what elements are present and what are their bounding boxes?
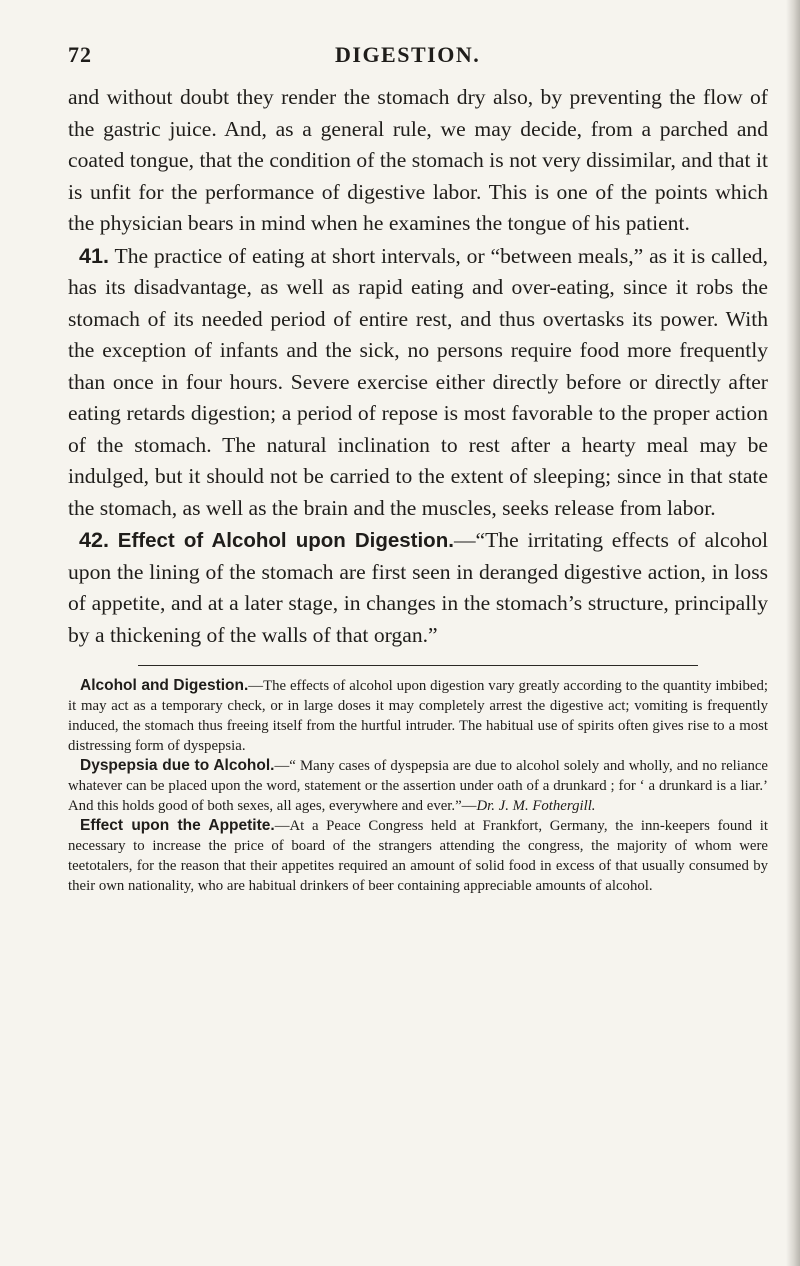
footnote-text: —The effects of alcohol upon digestion vary greatly according to the quantity imbibed; it may act as a temporary check, or in large doses it may completely arrest the digestive act; vomiting is frequently induced, the stomach thus freeing itself from the hurtful intruder. The habitual use of spirits often gives rise to a most distressing form of dyspepsia. <box>68 678 768 754</box>
page-number: 72 <box>68 42 92 67</box>
paragraph-text: —“The irritating effects of alcohol upon the lining of the stomach are first seen in deranged digestive action, in loss of appetite, and at a later stage, in changes in the stomach’s structure, principally by a thickening of the walls of that organ.” <box>68 528 768 647</box>
footnote-title: Alcohol and Digestion. <box>80 677 249 694</box>
running-head: DIGESTION. <box>335 42 481 67</box>
page-header <box>68 42 768 82</box>
footnote-alcohol-digestion <box>68 676 768 756</box>
footnote-source: Dr. J. M. Fothergill. <box>476 798 596 814</box>
page-edge-shadow <box>786 0 800 1266</box>
paragraph-number: 41. <box>79 242 110 268</box>
paragraph-continued: and without doubt they render the stomach dry also, by preventing the flow of the gastric juice. And, as a general rule, we may decide, from a parched and coated tongue, that the condition of the stomach is not very dissimilar, and that it is unfit for the performance of digestive labor. This is one of the points which the physician bears in mind when he examines the tongue of his patient. <box>68 85 768 235</box>
footnote-text: —“ Many cases of dyspepsia are due to alcohol solely and wholly, and no reliance whatever can be placed upon the word, statement or the assertion under oath of a drunkard ; for ‘ a drunkard is a liar.’ And this holds good of both sexes, all ages, everywhere and ever.”— <box>68 758 768 814</box>
paragraph-text: The practice of eating at short intervals, or “between meals,” as it is called, has its disadvantage, as well as rapid eating and over-eating, since it robs the stomach of its needed period of entire rest, and thus overtasks its power. With the exception of infants and the sick, no persons require food more frequently than once in four hours. Severe exercise either directly before or directly after eating retards digestion; a period of repose is most favorable to the proper action of the stomach. The natural inclination to rest after a hearty meal may be indulged, but it should not be carried to the extent of sleeping; since in that state the stomach, as well as the brain and the muscles, seeks release from labor. <box>68 243 768 520</box>
book-page <box>68 42 768 896</box>
footnote-divider <box>138 665 698 666</box>
paragraph-42 <box>68 524 768 651</box>
section-title: Effect of Alcohol upon Digestion. <box>117 529 454 552</box>
footnotes <box>68 676 768 896</box>
footnote-dyspepsia <box>68 756 768 816</box>
footnote-title: Dyspepsia due to Alcohol. <box>80 757 275 774</box>
footnote-appetite <box>68 816 768 896</box>
footnote-text: —At a Peace Congress held at Frankfort, Germany, the inn-keepers found it necessary to increase the price of board of the strangers attending the congress, the majority of whom were teetotalers, for the reason that their appetites required an amount of solid food in excess of that usually consumed by their own nationality, who are habitual drinkers of beer containing appreciable amounts of alcohol. <box>68 818 768 894</box>
paragraph-number: 42. <box>79 527 110 552</box>
body-text <box>68 82 768 651</box>
paragraph-41 <box>68 240 768 525</box>
footnote-title: Effect upon the Appetite. <box>80 817 275 834</box>
